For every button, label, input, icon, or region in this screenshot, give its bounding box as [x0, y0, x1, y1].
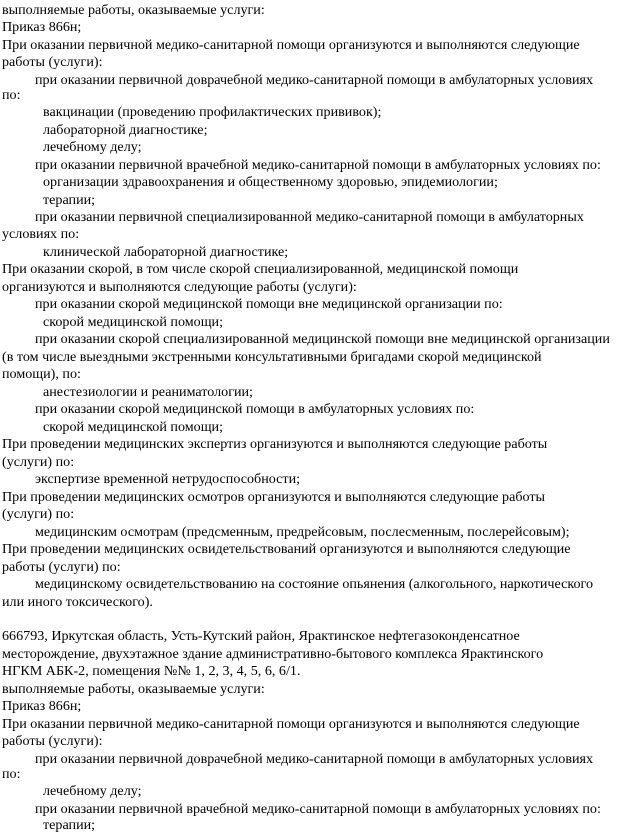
text-line: лечебному делу; — [43, 139, 142, 155]
text-line: При оказании первичной медико-санитарной помощи организуются и выполняются следующие — [2, 716, 580, 732]
text-line: работы (услуги) по: — [2, 559, 121, 575]
text-line: выполняемые работы, оказываемые услуги: — [2, 681, 265, 697]
text-line: При проведении медицинских экспертиз организуются и выполняются следующие работы — [2, 436, 548, 452]
text-line: При оказании первичной медико-санитарной помощи организуются и выполняются следующие — [2, 37, 580, 53]
text-line: при оказании первичной врачебной медико-санитарной помощи в амбулаторных условиях по: — [35, 801, 601, 817]
text-line: (услуги) по: — [2, 454, 75, 470]
text-line: или иного токсического). — [2, 594, 153, 610]
text-line: экспертизе временной нетрудоспособности; — [35, 471, 301, 487]
text-line: по: — [2, 87, 21, 103]
text-line: при оказании скорой медицинской помощи вне медицинской организации по: — [35, 296, 503, 312]
text-line: лабораторной диагностике; — [43, 122, 208, 138]
text-line: терапии; — [43, 192, 96, 208]
text-line: при оказании первичной врачебной медико-санитарной помощи в амбулаторных условиях по: — [35, 157, 601, 173]
text-line: При проведении медицинских осмотров организуются и выполняются следующие работы — [2, 489, 546, 505]
text-line: при оказании скорой специализированной медицинской помощи вне медицинской организации — [35, 331, 610, 347]
text-line: медицинским осмотрам (предсменным, предрейсовым, послесменным, послерейсовым); — [35, 524, 570, 540]
text-line: работы (услуги): — [2, 733, 103, 749]
text-line: месторождение, двухэтажное здание административно-бытового комплекса Ярактинского — [2, 646, 544, 662]
text-line: выполняемые работы, оказываемые услуги: — [2, 2, 265, 18]
text-line: медицинскому освидетельствованию на состояние опьянения (алкогольного, наркотического — [35, 576, 594, 592]
text-line: организуются и выполняются следующие работы (услуги): — [2, 279, 357, 295]
text-line: лечебному делу; — [43, 783, 142, 799]
text-line: терапии; — [43, 817, 96, 833]
text-line: При оказании скорой, в том числе скорой специализированной, медицинской помощи — [2, 261, 519, 277]
text-line: (в том числе выездными экстренными консультативными бригадами скорой медицинской — [2, 349, 542, 365]
text-line: вакцинации (проведению профилактических прививок); — [43, 104, 382, 120]
text-line: условиях по: — [2, 226, 80, 242]
text-line: анестезиологии и реаниматологии; — [43, 384, 253, 400]
text-line: помощи), по: — [2, 366, 81, 382]
text-line: скорой медицинской помощи; — [43, 314, 224, 330]
text-line: при оказании скорой медицинской помощи в амбулаторных условиях по: — [35, 401, 475, 417]
text-line: при оказании первичной специализированной медико-санитарной помощи в амбулаторных — [35, 209, 584, 225]
text-line: Приказ 866н; — [2, 698, 82, 714]
text-line: организации здравоохранения и общественному здоровью, эпидемиологии; — [43, 174, 498, 190]
text-line: при оказании первичной доврачебной медико-санитарной помощи в амбулаторных условиях — [35, 751, 594, 767]
text-line: при оказании первичной доврачебной медико-санитарной помощи в амбулаторных условиях — [35, 72, 594, 88]
text-line: клинической лабораторной диагностике; — [43, 244, 289, 260]
text-line: скорой медицинской помощи; — [43, 419, 224, 435]
text-line: (услуги) по: — [2, 506, 75, 522]
text-line: работы (услуги): — [2, 54, 103, 70]
text-line: При проведении медицинских освидетельствований организуются и выполняются следующие — [2, 541, 571, 557]
text-line: по: — [2, 766, 21, 782]
text-line: 666793, Иркутская область, Усть-Кутский район, Ярактинское нефтегазоконденсатное — [2, 628, 520, 644]
text-line: Приказ 866н; — [2, 19, 82, 35]
text-line: НГКМ АБК-2, помещения №№ 1, 2, 3, 4, 5, 6, 6/1. — [2, 663, 301, 679]
